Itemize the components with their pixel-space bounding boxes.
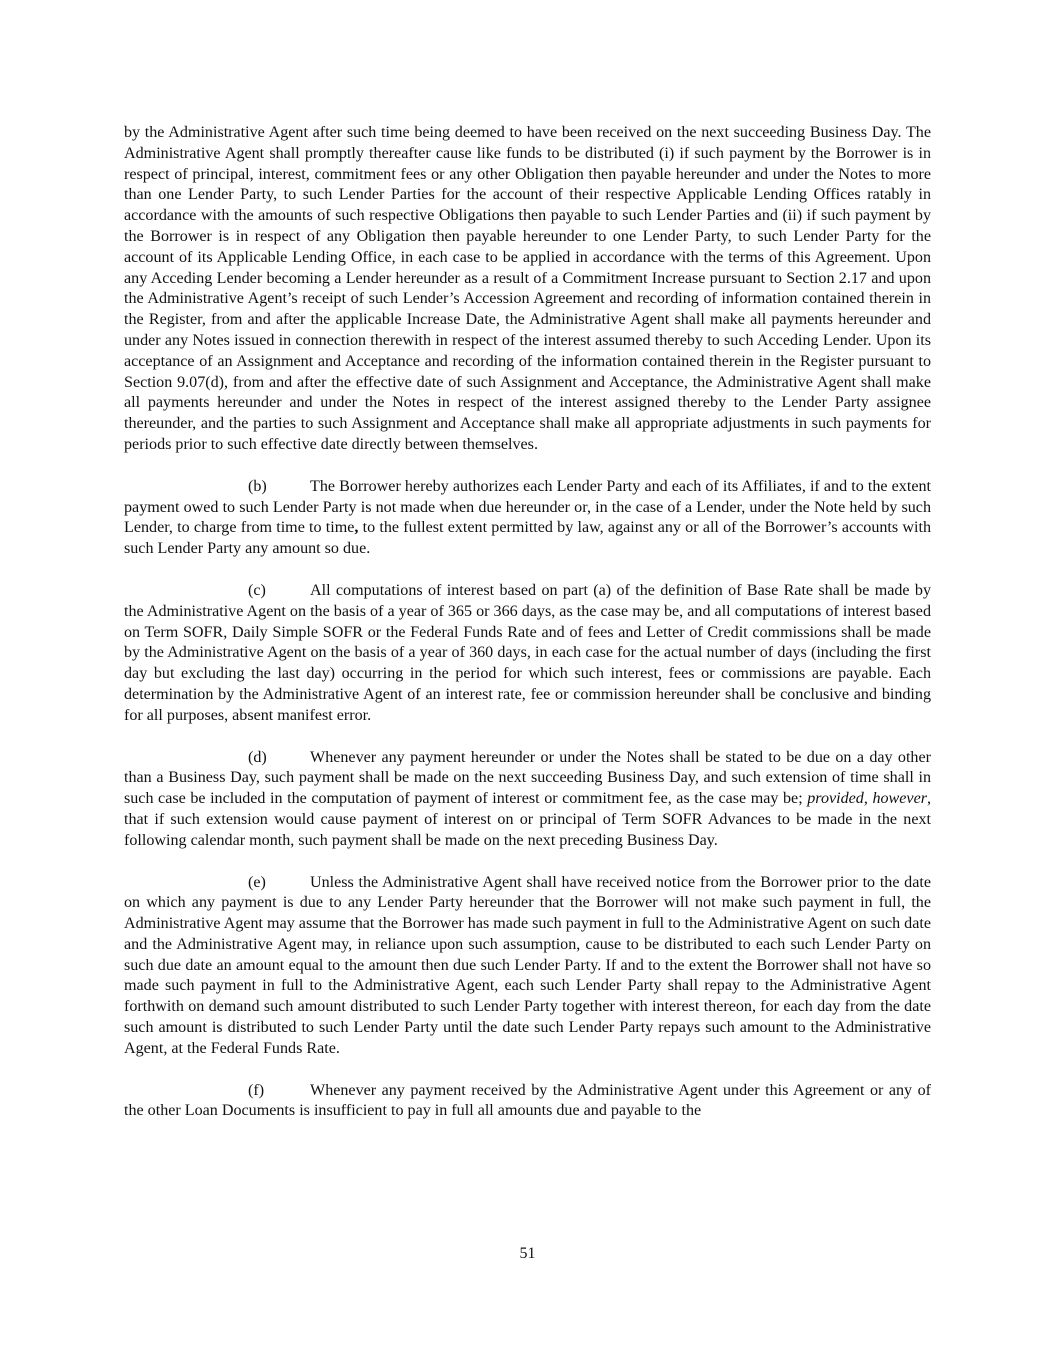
section-f-paragraph: [124, 1081, 931, 1123]
section-c-text: All computations of interest based on part (a) of the definition of Base Rate shall be made by the Administrative Agent on the basis of a year of 365 or 366 days, as the case may be, and all computations of interest based on Term SOFR, Daily Simple SOFR or the Federal Funds Rate and of fees and Letter of Credit commissions shall be made by the Administrative Agent on the basis of a year of 360 days, in each case for the actual number of days (including the first day but excluding the last day) occurring in the period for which such interest, fees or commissions are payable. Each determination by the Administrative Agent of an interest rate, fee or commission hereunder shall be conclusive and binding for all purposes, absent manifest error.: [124, 581, 931, 724]
section-d-text-end: , that if such extension would cause payment of interest on or principal of Term SOFR Advances to be made in the next following calendar month, such payment shall be made on the next preceding Business Day.: [124, 790, 932, 849]
section-e-text: Unless the Administrative Agent shall have received notice from the Borrower prior to the date on which any payment is due to any Lender Party hereunder that the Borrower will not make such payment in full, the Administrative Agent may assume that the Borrower has made such payment in full to the Administrative Agent on such date and the Administrative Agent may, in reliance upon such assumption, cause to be distributed to each such Lender Party on such due date an amount equal to the amount then due such Lender Party. If and to the extent the Borrower shall not have so made such payment in full to the Administrative Agent, each such Lender Party shall repay to the Administrative Agent forthwith on demand such amount distributed to such Lender Party together with interest thereon, for each day from the date such amount is distributed to such Lender Party until the date such Lender Party repays such amount to the Administrative Agent, at the Federal Funds Rate.: [124, 873, 931, 1057]
section-b-paragraph: [124, 477, 931, 560]
document-page: [124, 123, 931, 1143]
section-f-text: Whenever any payment received by the Administrative Agent under this Agreement or any of the other Loan Documents is insufficient to pay in full all amounts due and payable to the: [124, 1081, 931, 1120]
section-c-label: (c): [248, 581, 266, 599]
section-e-paragraph: [124, 873, 931, 1060]
section-d-comma: ,: [863, 790, 873, 808]
section-f-label: (f): [248, 1081, 265, 1099]
section-d-however: however: [872, 790, 927, 808]
section-b-label: (b): [248, 477, 267, 495]
intro-paragraph: by the Administrative Agent after such time being deemed to have been received on the next succeeding Business Day. The Administrative Agent shall promptly thereafter cause like funds to be distributed (i) if such payment by the Borrower is in respect of principal, interest, commitment fees or any other Obligation then payable hereunder and under the Notes to more than one Lender Party, to such Lender Parties for the account of their respective Applicable Lending Offices ratably in accordance with the amounts of such respective Obligations then payable to such Lender Parties and (ii) if such payment by the Borrower is in respect of any Obligation then payable hereunder to one Lender Party, to such Lender Party for the account of its Applicable Lending Office, in each case to be applied in accordance with the terms of this Agreement. Upon any Acceding Lender becoming a Lender hereunder as a result of a Commitment Increase pursuant to Section 2.17 and upon the Administrative Agent’s receipt of such Lender’s Accession Agreement and recording of information contained therein in the Register, from and after the applicable Increase Date, the Administrative Agent shall make all payments hereunder and under any Notes issued in connection therewith in respect of the interest assumed thereby to such Acceding Lender. Upon its acceptance of an Assignment and Acceptance and recording of the information contained therein in the Register pursuant to Section 9.07(d), from and after the effective date of such Assignment and Acceptance, the Administrative Agent shall make all payments hereunder and under the Notes in respect of the interest assigned thereby to the Lender Party assignee thereunder, and the parties to such Assignment and Acceptance shall make all appropriate adjustments in such payments for periods prior to such effective date directly between themselves.: [124, 124, 931, 453]
section-b-text: The Borrower hereby authorizes each Lender Party and each of its Affiliates, if and to the extent payment owed to such Lender Party is not made when due hereunder or, in the case of a Lender, under the Note held by such Lender, to charge from time to time: [124, 477, 931, 537]
section-e-label: (e): [248, 873, 266, 891]
section-d-paragraph: [124, 748, 931, 852]
section-d-label: (d): [248, 748, 267, 766]
section-d-text: Whenever any payment hereunder or under the Notes shall be stated to be due on a day other than a Business Day, such payment shall be made on the next succeeding Business Day, and such extension of time shall in such case be included in the computation of payment of interest or commitment fee, as the case may be;: [124, 748, 931, 808]
section-b-text-end: to the fullest extent permitted by law, against any or all of the Borrower’s accounts with such Lender Party any amount so due.: [124, 519, 931, 558]
section-c-paragraph: [124, 581, 931, 727]
page-number: 51: [519, 1245, 536, 1262]
section-d-provided: provided: [807, 790, 864, 808]
section-b-bold-comma: ,: [354, 519, 359, 537]
